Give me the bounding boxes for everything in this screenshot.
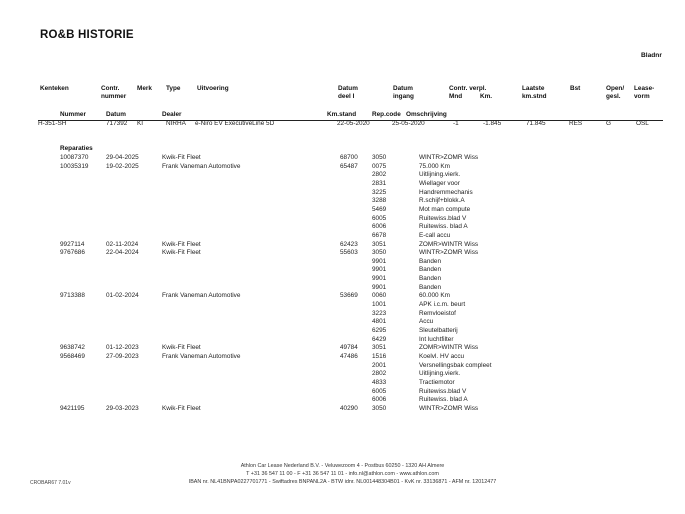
repair-dealer: Frank Vaneman Automotive: [162, 162, 241, 170]
repair-km-stand: 65487: [340, 162, 358, 170]
repair-omschrijving: Accu: [419, 318, 434, 326]
vehicle-merk: KI: [137, 120, 144, 127]
repair-code: 3223: [372, 309, 387, 317]
vehicle-contract: 717392: [106, 120, 128, 127]
repair-omschrijving: Uitlijning.vierk.: [419, 171, 461, 179]
form-code: CROBAR67 7.01v: [30, 480, 71, 486]
section-reparaties: Reparaties: [60, 145, 93, 152]
header-contract-verpl: Contr. verpl. Mnd: [449, 85, 487, 101]
repair-omschrijving: 60.000 Km: [419, 292, 450, 300]
repair-omschrijving: ZOMR>WINTR Wiss: [419, 344, 479, 352]
vehicle-mnd: -1: [453, 120, 459, 127]
repair-km-stand: 62423: [340, 240, 358, 248]
footer-contact: T +31 36 547 11 00 - F +31 36 547 11 01 - info.nl@athlon.com - www.athlon.com: [246, 471, 439, 477]
repair-omschrijving: Koelvl. HV accu: [419, 352, 465, 360]
repair-omschrijving: Ruitewiss.blad V: [419, 387, 467, 395]
repair-datum: 22-04-2024: [106, 249, 139, 257]
header-merk: Merk: [137, 85, 152, 92]
repair-omschrijving: Handremmechanis: [419, 188, 473, 196]
vehicle-open-gesl: G: [606, 120, 611, 127]
repair-dealer: Frank Vaneman Automotive: [162, 352, 241, 360]
repair-omschrijving: Uitlijning.vierk.: [419, 370, 461, 378]
repair-omschrijving: Banden: [419, 257, 442, 265]
vehicle-bst: RES: [569, 120, 583, 127]
repair-dealer: Kwik-Fit Fleet: [162, 154, 201, 161]
footer-bank: IBAN nr. NL41BNPA0227701771 - Swiftadres BNPANL2A - BTW idnr. NL001448304B01 - KvK nr. 33136871 - AFM nr. 12012477: [188, 479, 497, 485]
repair-code: 9901: [372, 266, 387, 274]
repair-omschrijving: Ruitewiss.blad V: [419, 214, 467, 222]
repair-code: 2802: [372, 370, 387, 378]
repair-omschrijving: Tractiemotor: [419, 378, 455, 386]
header-datum: Datum: [106, 111, 126, 118]
repair-km-stand: 49784: [340, 344, 358, 352]
repair-dealer: Kwik-Fit Fleet: [162, 240, 201, 248]
repair-code: 3050: [372, 249, 387, 257]
repair-omschrijving: Banden: [419, 266, 442, 274]
repair-dealer: Kwik-Fit Fleet: [162, 404, 201, 412]
repair-omschrijving: Mot man compute: [419, 205, 471, 213]
header-bst: Bst: [570, 85, 581, 92]
repair-code: 0075: [372, 162, 387, 170]
repair-code: 5469: [372, 205, 387, 213]
repair-code: 0060: [372, 292, 387, 300]
vehicle-laatste-km: 71.845: [526, 120, 546, 127]
header-omschrijving: Omschrijving: [406, 111, 447, 118]
vehicle-uitvoering: e-Niro EV ExecutiveLine 5D: [195, 120, 275, 127]
vehicle-lease-vorm: OSL: [636, 120, 649, 127]
repair-code: 6006: [372, 396, 387, 404]
repair-nummer: 10087370: [60, 154, 89, 161]
repair-code: 9901: [372, 275, 387, 283]
page-title: RO&B HISTORIE: [40, 29, 134, 41]
repair-omschrijving: R.schijf+blokk.A: [419, 197, 465, 205]
repair-code: 1516: [372, 352, 387, 360]
repair-code: 2802: [372, 171, 387, 179]
repair-code: 6295: [372, 327, 387, 334]
header-type: Type: [166, 85, 181, 92]
repair-dealer: Kwik-Fit Fleet: [162, 249, 201, 257]
vehicle-km: -1.845: [483, 120, 502, 127]
repair-datum: 29-04-2025: [106, 154, 139, 161]
repair-code: 1001: [372, 301, 387, 309]
repair-code: 4833: [372, 378, 387, 386]
repair-km-stand: 68700: [340, 154, 358, 161]
vehicle-type: NIRHA: [166, 120, 186, 127]
repair-nummer: 9713388: [60, 292, 85, 300]
repair-datum: 01-12-2023: [106, 344, 139, 352]
repair-code: 3051: [372, 240, 387, 248]
vehicle-kenteken: H-351-SH: [38, 120, 67, 127]
repair-omschrijving: WINTR>ZOMR Wiss: [419, 249, 479, 257]
repair-omschrijving: Remvloeistof: [419, 309, 456, 317]
header-laatste-km: Laatste km.stnd: [522, 85, 547, 101]
repair-km-stand: 40290: [340, 404, 358, 412]
repair-nummer: 9568469: [60, 352, 85, 360]
repair-nummer: 10035319: [60, 162, 89, 170]
header-km-stand: Km.stand: [327, 111, 357, 118]
repair-dealer: Frank Vaneman Automotive: [162, 292, 241, 300]
repair-datum: 19-02-2025: [106, 162, 139, 170]
repair-nummer: 9927114: [60, 240, 85, 248]
repair-code: 4801: [372, 318, 387, 326]
repair-code: 6678: [372, 231, 387, 239]
vehicle-datum-deel: 22-05-2020: [337, 120, 370, 127]
repair-omschrijving: 75.000 Km: [419, 162, 450, 170]
repair-omschrijving: WINTR>ZOMR Wiss: [419, 404, 479, 412]
repair-omschrijving: Ruitewiss. blad A: [419, 223, 468, 231]
header-contract-nummer: Contr. nummer: [101, 85, 127, 101]
repair-code: 9901: [372, 283, 387, 291]
repair-code: 6429: [372, 335, 387, 343]
repair-code: 6005: [372, 214, 387, 222]
repair-omschrijving: E-call accu: [419, 231, 451, 239]
repair-nummer: 9638742: [60, 344, 85, 352]
repair-datum: 27-09-2023: [106, 352, 139, 360]
repair-datum: 01-02-2024: [106, 292, 139, 300]
header-open-gesl: Open/ gesl.: [606, 85, 625, 101]
repair-code: 6005: [372, 387, 387, 395]
repair-omschrijving: ZOMR>WINTR Wiss: [419, 240, 479, 248]
repair-code: 2001: [372, 361, 387, 369]
repair-omschrijving: Ruitewiss. blad A: [419, 396, 468, 404]
repair-omschrijving: Sleutelbatterij: [419, 327, 458, 334]
repair-code: 3051: [372, 344, 387, 352]
repair-km-stand: 47486: [340, 352, 358, 360]
repair-code: 3050: [372, 404, 387, 412]
repair-code: 3225: [372, 188, 387, 196]
header-uitvoering: Uitvoering: [197, 85, 229, 92]
header-nummer: Nummer: [60, 111, 86, 118]
repair-omschrijving: APK i.c.m. beurt: [419, 301, 466, 309]
repair-km-stand: 53669: [340, 292, 358, 300]
header-dealer: Dealer: [162, 111, 182, 118]
vehicle-datum-ingang: 25-05-2020: [392, 120, 425, 127]
repair-omschrijving: Versnellingsbak compleet: [419, 361, 492, 369]
repair-dealer: Kwik-Fit Fleet: [162, 344, 201, 352]
repair-datum: 02-11-2024: [106, 240, 139, 248]
repair-nummer: 9421195: [60, 404, 85, 412]
repair-omschrijving: Wiellager voor: [419, 179, 460, 187]
header-km: Km.: [480, 93, 493, 101]
repair-omschrijving: Banden: [419, 283, 442, 291]
repair-omschrijving: Banden: [419, 275, 442, 283]
repair-omschrijving: Int luchtfilter: [419, 335, 454, 343]
repair-datum: 29-03-2023: [106, 404, 139, 412]
repair-code: 2831: [372, 179, 387, 187]
header-datum-deel: Datum deel I: [338, 85, 358, 101]
repair-code: 3050: [372, 154, 387, 161]
repair-code: 3288: [372, 197, 387, 205]
page-number-label: Bladnr: [641, 52, 662, 59]
header-datum-ingang: Datum ingang: [393, 85, 414, 101]
repair-km-stand: 55603: [340, 249, 358, 257]
repair-code: 6006: [372, 223, 387, 231]
repair-omschrijving: WINTR>ZOMR Wiss: [419, 154, 479, 161]
repair-code: 9901: [372, 257, 387, 265]
footer-address: Athlon Car Lease Nederland B.V. - Veluwezoom 4 - Postbus 60250 - 1320 AH Almere: [240, 463, 445, 469]
header-kenteken: Kenteken: [40, 85, 69, 92]
header-rep-code: Rep.code: [372, 111, 401, 118]
repair-nummer: 9767686: [60, 249, 85, 257]
header-lease-vorm: Lease- vorm: [634, 85, 655, 101]
